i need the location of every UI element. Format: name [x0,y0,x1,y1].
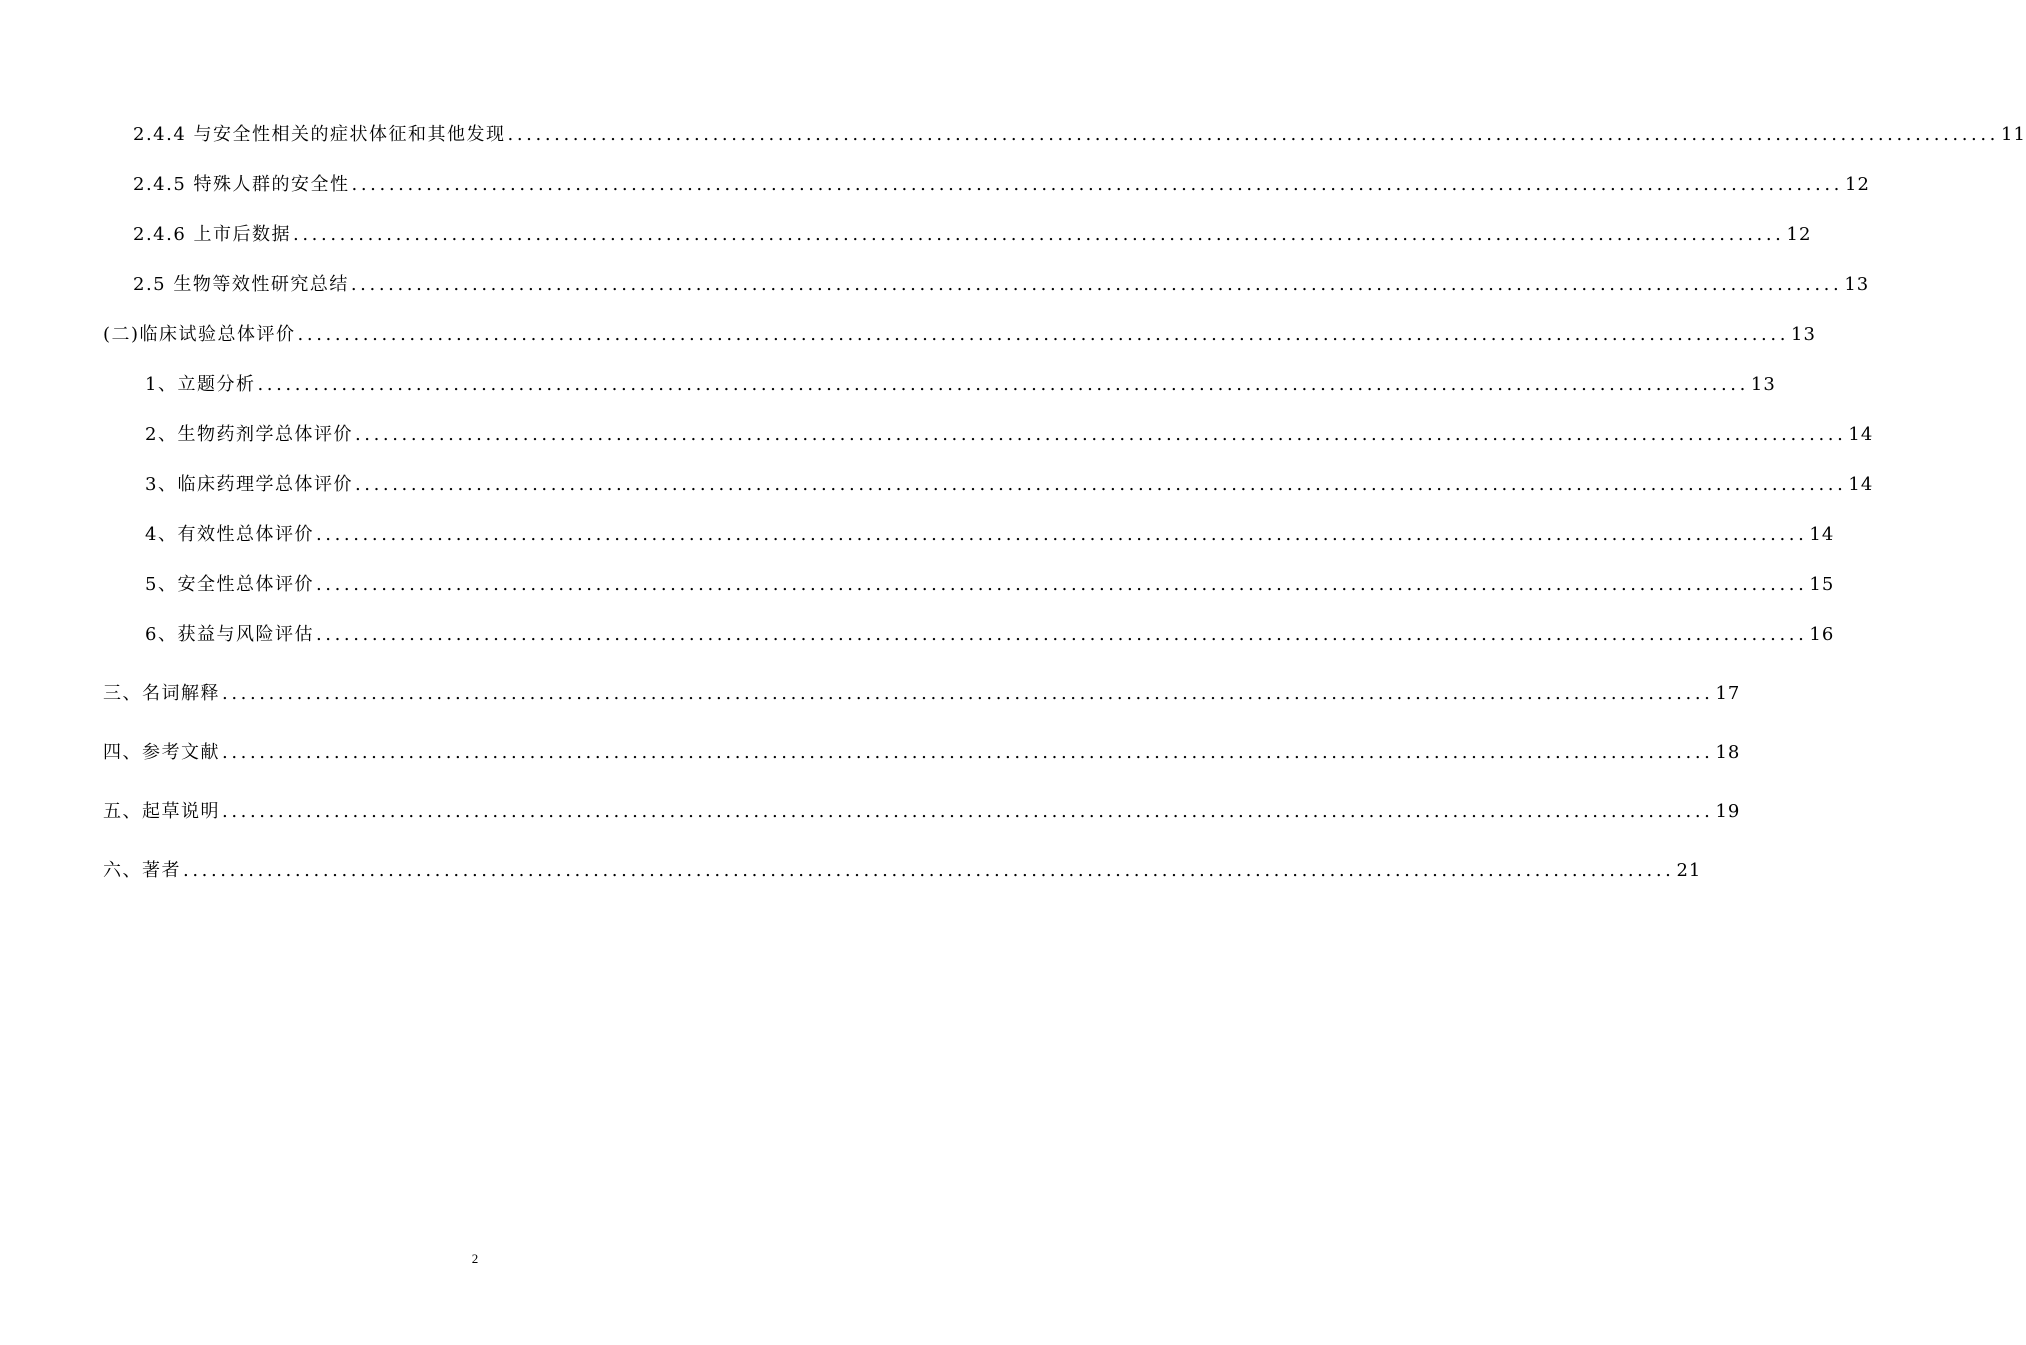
toc-leader-dots: ................................................................................................................................................................ [315,574,1808,595]
toc-entry-page: 13 [1750,374,1776,395]
toc-entry-page: 14 [1809,524,1835,545]
toc-entry-title: 六、著者 [103,860,181,881]
toc-entry-title: 2.4.4 与安全性相关的症状体征和其他发现 [133,124,506,145]
toc-leader-dots: ................................................................................................................................................................ [315,524,1808,545]
toc-entry-title: 三、名词解释 [103,683,220,704]
toc-entry-page: 19 [1715,801,1741,822]
toc-leader-dots: ................................................................................................................................................................ [222,742,1714,763]
toc-entry-title: 5、安全性总体评价 [145,574,314,595]
toc-entry-page: 18 [1715,742,1741,763]
toc-leader-dots: ................................................................................................................................................................ [354,474,1847,495]
toc-entry-page: 14 [1848,474,1874,495]
toc-leader-dots: ................................................................................................................................................................ [350,274,1843,295]
toc-leader-dots: ................................................................................................................................................................ [257,374,1749,395]
toc-entry-title: 五、起草说明 [103,801,220,822]
toc-entry-page: 17 [1715,683,1741,704]
toc-leader-dots: ................................................................................................................................................................ [354,424,1847,445]
toc-entry-title: 2.4.5 特殊人群的安全性 [133,174,350,195]
toc-entry-chapter-3[interactable] [103,680,1741,708]
toc-entry-title: 4、有效性总体评价 [145,524,314,545]
toc-leader-dots: ................................................................................................................................................................ [315,624,1808,645]
toc-entry-2-4-4[interactable] [133,121,2026,149]
toc-entry-page: 14 [1848,424,1874,445]
toc-leader-dots: ................................................................................................................................................................ [507,124,1999,145]
toc-leader-dots: ................................................................................................................................................................ [222,801,1714,822]
toc-leader-dots: ................................................................................................................................................................ [293,224,1785,245]
toc-entry-title: 1、立题分析 [145,374,256,395]
toc-leader-dots: ................................................................................................................................................................ [351,174,1843,195]
toc-entry-chapter-5[interactable] [103,798,1741,826]
toc-leader-dots: ................................................................................................................................................................ [297,324,1790,345]
toc-entry-title: 2.4.6 上市后数据 [133,224,292,245]
toc-entry-item-5[interactable] [145,571,1835,599]
toc-entry-page: 12 [1786,224,1812,245]
toc-entry-title: 6、获益与风险评估 [145,624,314,645]
toc-entry-item-1[interactable] [145,371,1776,399]
toc-entry-page: 21 [1676,860,1702,881]
toc-entry-item-3[interactable] [145,471,1874,499]
toc-entry-title: 2、生物药剂学总体评价 [145,424,353,445]
toc-entry-page: 12 [1845,174,1870,195]
toc-leader-dots: ................................................................................................................................................................ [222,683,1714,704]
toc-entry-2-5[interactable] [133,271,1870,299]
toc-entry-section-2[interactable] [103,321,1816,349]
toc-entry-item-6[interactable] [145,621,1835,649]
toc-entry-page: 13 [1791,324,1816,345]
toc-leader-dots: ................................................................................................................................................................ [183,860,1675,881]
toc-entry-title: 四、参考文献 [103,742,220,763]
toc-entry-item-2[interactable] [145,421,1874,449]
toc-entry-2-4-5[interactable] [133,171,1870,199]
toc-entry-item-4[interactable] [145,521,1835,549]
page-number: 2 [471,1251,479,1266]
toc-entry-chapter-6[interactable] [103,857,1702,885]
toc-entry-chapter-4[interactable] [103,739,1741,767]
toc-entry-title: 2.5 生物等效性研究总结 [133,274,349,295]
toc-entry-title: (二)临床试验总体评价 [103,324,296,345]
toc-entry-page: 15 [1809,574,1835,595]
toc-entry-page: 16 [1809,624,1835,645]
toc-entry-2-4-6[interactable] [133,221,1812,249]
toc-entry-page: 13 [1844,274,1870,295]
toc-entry-page: 11 [2001,124,2026,145]
toc-entry-title: 3、临床药理学总体评价 [145,474,353,495]
